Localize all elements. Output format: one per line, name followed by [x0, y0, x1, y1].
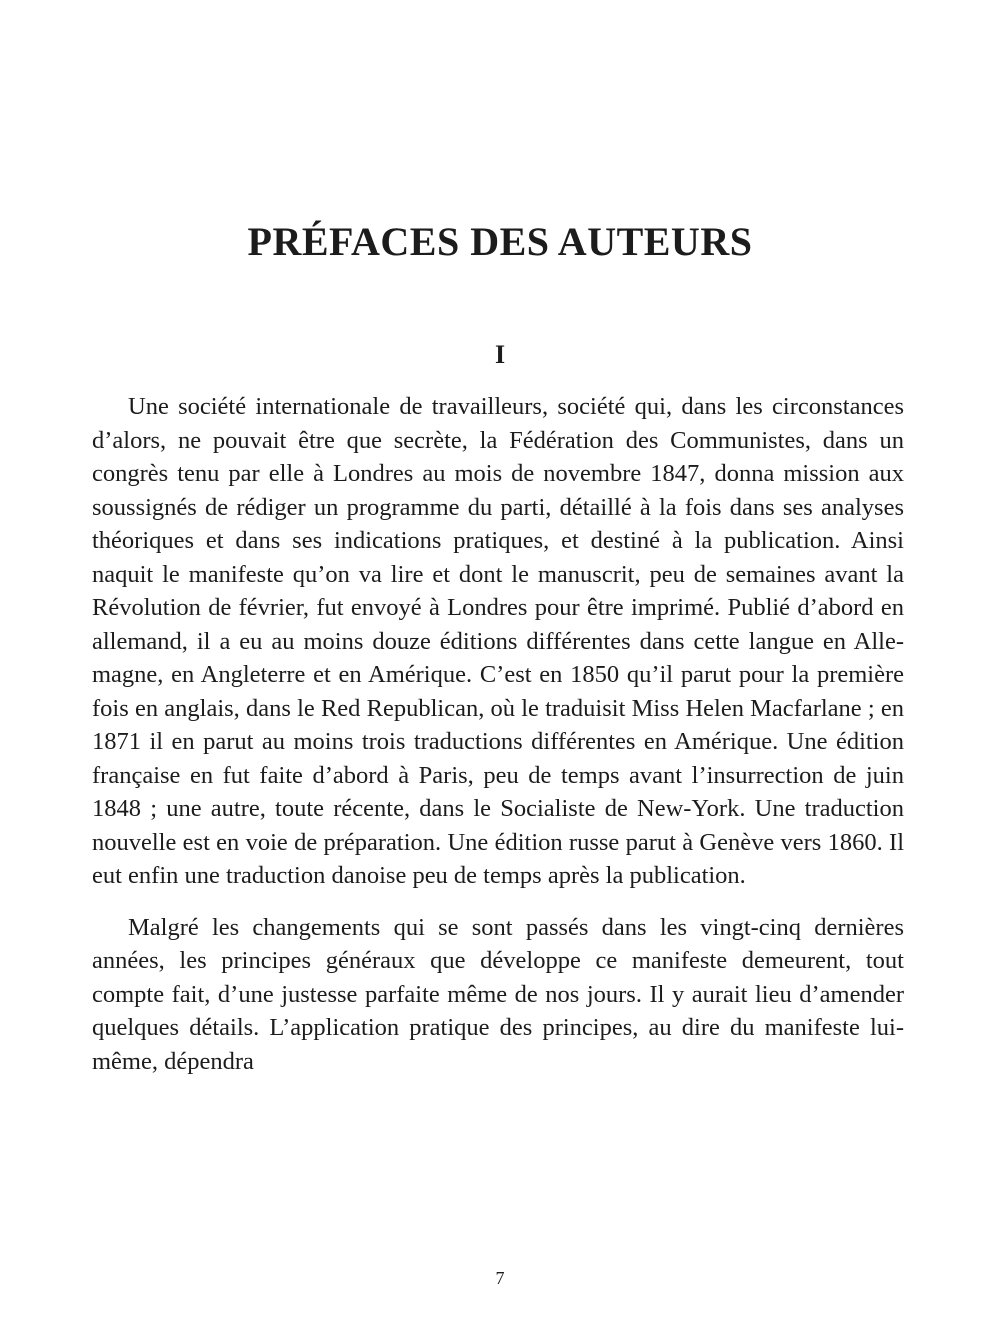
page-number: 7	[495, 1268, 505, 1288]
section-numeral: I	[494, 340, 506, 369]
paragraph-1: Une société internationale de travailleurs, société qui, dans les circonstances d’alors, ne pouvait être que secrète, la Fédération des Communistes, dans un congrès tenu par elle à Londres au mois de novembre 1847, donna mission aux soussignés de rédiger un programme du parti, détaillé à la fois dans ses analyses théoriques et dans ses indications pratiques, et destiné à la publication. Ainsi naquit le manifeste qu’on va lire et dont le manuscrit, peu de semaines avant la Révolution de février, fut envoyé à Londres pour être imprimé. Publié d’abord en allemand, il a eu au moins douze éditions différentes dans cette langue en Allemagne, en Angleterre et en Amérique. C’est en 1850 qu’il parut pour la première fois en anglais, dans le Red Republican, où le traduisit Miss Helen Macfarlane ; en 1871 il en parut au moins trois traductions différentes en Amérique. Une édition française en fut faite d’abord à Paris, peu de temps avant l’insurrection de juin 1848 ; une autre, toute récente, dans le Socialiste de New-York. Une traduction nouvelle est en voie de préparation. Une édition russe parut à Genève vers 1860. Il eut enfin une traduction danoise peu de temps après la publication.	[92, 393, 904, 889]
page-title: PRÉFACES DES AUTEURS	[247, 219, 753, 264]
body-text	[92, 390, 904, 1078]
paragraph-2: Malgré les changements qui se sont passés dans les vingt-cinq dernières années, les principes généraux que développe ce manifeste demeurent, tout compte fait, d’une justesse parfaite même de nos jours. Il y aurait lieu d’amender quelques détails. L’application pratique des principes, au dire du manifeste lui-même, dépendra	[92, 913, 904, 1075]
